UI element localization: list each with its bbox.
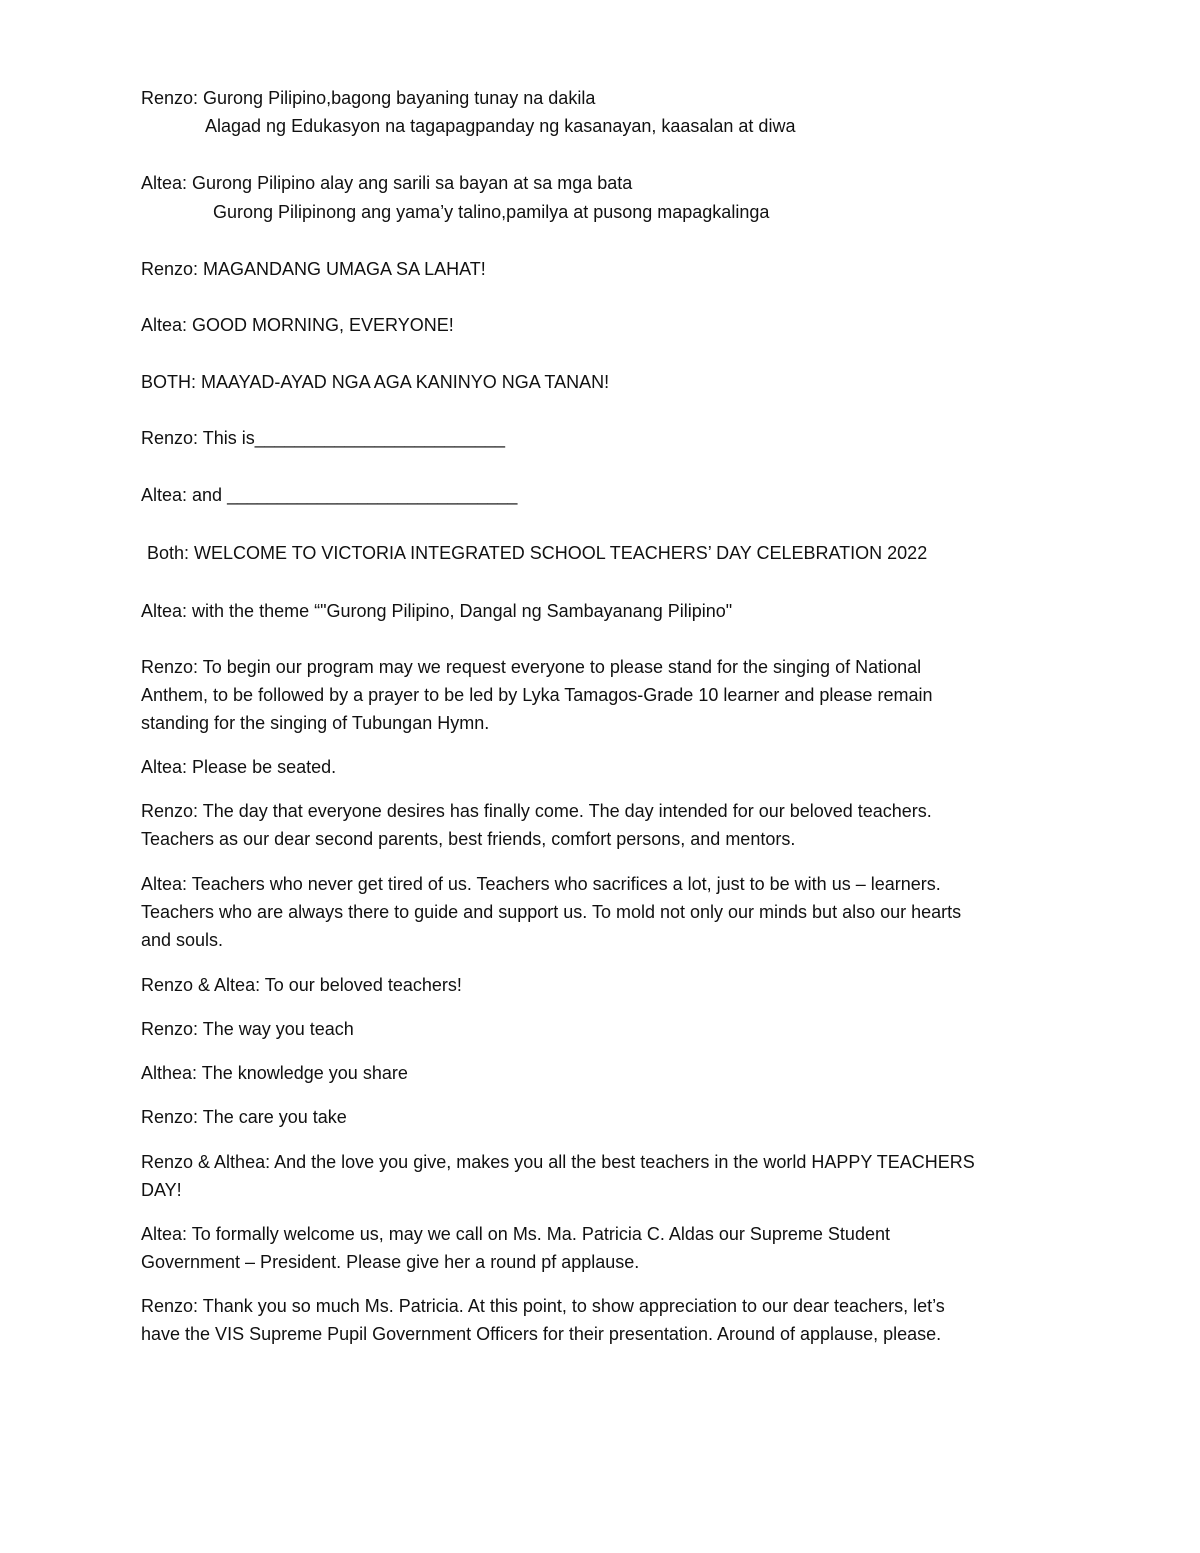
text-line: and souls.	[141, 930, 224, 950]
text-line: Renzo: The way you teach	[141, 1019, 354, 1039]
text-line: Both: WELCOME TO VICTORIA INTEGRATED SCHOOL TEACHERS’ DAY CELEBRATION 2022	[147, 543, 928, 563]
text-line: DAY!	[141, 1180, 182, 1200]
text-line: Altea: Teachers who never get tired of us. Teachers who sacrifices a lot, just to be with us – learners.	[141, 874, 941, 894]
text-line: Altea: Please be seated.	[141, 757, 337, 777]
text-line: Renzo: MAGANDANG UMAGA SA LAHAT!	[141, 259, 486, 279]
text-line: Teachers who are always there to guide and support us. To mold not only our minds but also our hearts	[141, 902, 962, 922]
text-line: BOTH: MAAYAD-AYAD NGA AGA KANINYO NGA TANAN!	[141, 372, 610, 392]
text-line: Altea: To formally welcome us, may we call on Ms. Ma. Patricia C. Aldas our Supreme Student	[141, 1224, 890, 1244]
text-line: Gurong Pilipinong ang yama’y talino,pamilya at pusong mapagkalinga	[213, 202, 770, 222]
text-line: standing for the singing of Tubungan Hymn.	[141, 713, 490, 733]
text-line: Altea: Gurong Pilipino alay ang sarili sa bayan at sa mga bata	[141, 173, 633, 193]
text-line: Teachers as our dear second parents, best friends, comfort persons, and mentors.	[141, 829, 796, 849]
text-line: Anthem, to be followed by a prayer to be led by Lyka Tamagos-Grade 10 learner and please remain	[141, 685, 933, 705]
text-line: Renzo: Thank you so much Ms. Patricia. At this point, to show appreciation to our dear teachers, let’s	[141, 1296, 945, 1316]
text-line: Alagad ng Edukasyon na tagapagpanday ng kasanayan, kaasalan at diwa	[205, 116, 796, 136]
text-line: Renzo: Gurong Pilipino,bagong bayaning tunay na dakila	[141, 88, 596, 108]
text-line: Renzo: To begin our program may we request everyone to please stand for the singing of National	[141, 657, 922, 677]
text-line: Renzo: The care you take	[141, 1107, 347, 1127]
text-line: Althea: The knowledge you share	[141, 1063, 408, 1083]
text-line: have the VIS Supreme Pupil Government Officers for their presentation. Around of applause, please.	[141, 1324, 942, 1344]
text-line: Altea: GOOD MORNING, EVERYONE!	[141, 315, 454, 335]
text-line: Renzo & Altea: To our beloved teachers!	[141, 975, 462, 995]
text-line: Government – President. Please give her a round pf applause.	[141, 1252, 640, 1272]
text-line: Renzo & Althea: And the love you give, makes you all the best teachers in the world HAPPY TEACHERS	[141, 1152, 975, 1172]
text-line: Altea: and _____________________________	[141, 485, 518, 505]
text-line: Renzo: This is_________________________	[141, 428, 505, 448]
text-line: Altea: with the theme “"Gurong Pilipino, Dangal ng Sambayanang Pilipino"	[141, 601, 733, 621]
text-line: Renzo: The day that everyone desires has finally come. The day intended for our beloved teachers.	[141, 801, 932, 821]
